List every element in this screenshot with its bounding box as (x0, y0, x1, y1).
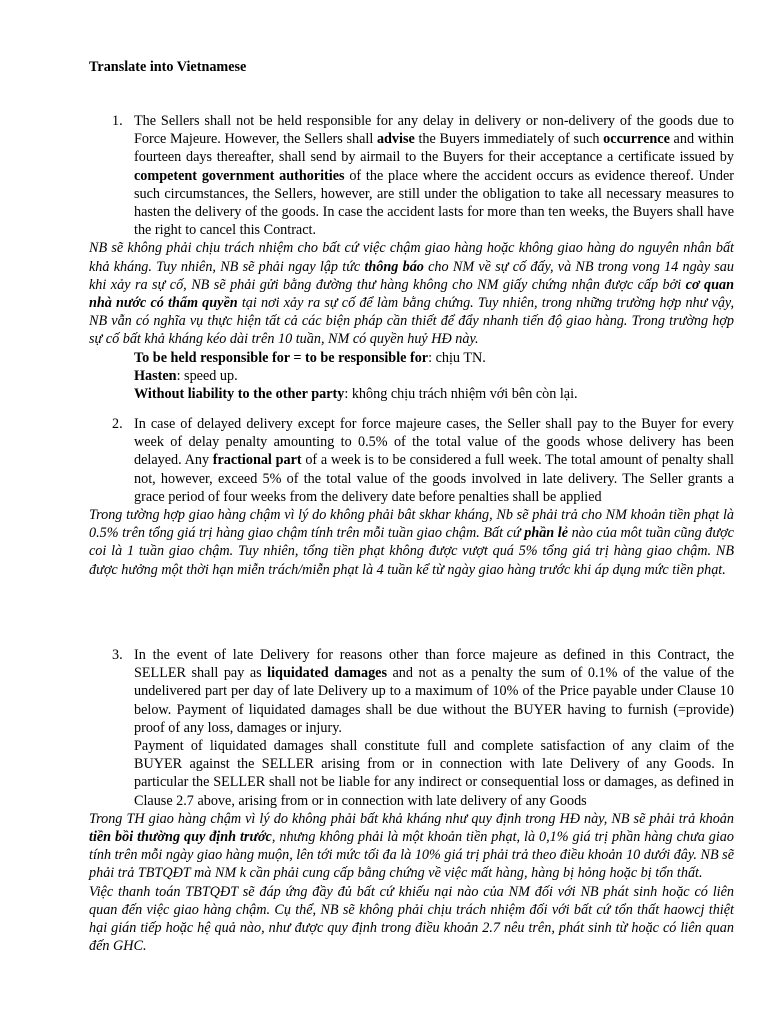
clause-english-text (134, 415, 734, 506)
clause-vietnamese-translation (89, 239, 734, 348)
clause-number: 1. (112, 113, 123, 129)
text-run: Việc thanh toán TBTQĐT sẽ đáp ứng đầy đủ bất cứ khiếu nại nào của NM đối với NB phát sinh hoặc có liên quan đến việc giao hàng chậm. Cụ thể, NB sẽ không phải chịu trách nhiệm đối với bất cứ tổn thất haowcj thiệt hại gián tiếp hoặc hệ quả nào, như được quy định trong điều khoản 2.7 nêu trên, phát sinh từ hoặc có liên quan đến GHC. (89, 883, 734, 955)
bold-term: advise (376, 131, 415, 148)
text-run: of the place where the accident occurs as evidence thereof. Under such circumstances, the Sellers, however, are still under the obligation to take all necessary measures to hasten the delivery of the goods. In case the accident lasts for more than ten weeks, the Buyers shall have the right to cancel this Contract. (134, 167, 734, 239)
text-run: Payment of liquidated damages shall constitute full and complete satisfaction of any claim of the BUYER against the SELLER arising from or in connection with late Delivery of any Goods. In particular the SELLER shall not be liable for any indirect or consequential loss or damages, as defined in Clause 2.7 above, arising from or in connection with late delivery of any Goods (134, 738, 734, 809)
text-run: In the event of late Delivery for reasons other than force majeure as defined in this Contract, the SELLER shall pay as (134, 647, 734, 682)
clause-vietnamese-translation (89, 810, 734, 883)
text-run: Trong tường hợp giao hàng chậm vì lý do không phải bât skhar kháng, Nb sẽ phải trả cho NM khoản tiền phạt là 0.5% trên tổng giá trị hàng giao chậm tính trên mỗi tuần giao chậm. Bất cứ (89, 507, 734, 542)
text-run: NB sẽ không phải chịu trách nhiệm cho bất cứ việc chậm giao hàng hoặc không giao hàng do nguyên nhân bất khả kháng. Tuy nhiên, NB sẽ phải ngay lập tức (89, 240, 734, 275)
text-run: of a week is to be considered a full week. The total amount of penalty shall not, however, exceed 5% of the total value of the goods involved in late delivery. The Seller grants a grace period of four weeks from the delivery date before penalties shall be applied (134, 452, 734, 505)
text-run: , nhưng không phải là một khoản tiền phạt, là 0,1% giá trị phần hàng chưa giao tính trên mỗi ngày giao hàng muộn, lên tới mức tối đa là 10% giá trị phải trả theo điều khoản 10 dưới đây. NB sẽ phải trả TBTQĐT mà NM k cần phải cung cấp bằng chứng về việc mất hàng, hàng bị hỏng hoặc bị tổn thất. (89, 829, 734, 882)
clause-vietnamese-translation (89, 506, 734, 579)
text-run: Trong TH giao hàng chậm vì lý do không phải bất khả kháng như quy định trong HĐ này, NB sẽ phải trả khoản (89, 810, 734, 827)
text-run: cho NM về sự cố đấy, và NB trong vong 14 ngày sau khi xảy ra sự cố, NB sẽ phải gửi bằng đường thư hàng không cho NM giấy chứng nhận được cấp bởi (89, 258, 734, 293)
clause-english-text (134, 646, 734, 737)
bold-term: tiền bồi thường quy định trước (89, 829, 272, 846)
clause-english-text-continued (134, 737, 734, 810)
bold-term: phần lẻ (524, 525, 569, 542)
clause-number: 2. (112, 416, 123, 432)
glossary-line (134, 385, 734, 403)
glossary-line (134, 367, 734, 385)
bold-term: competent government authorities (134, 167, 345, 184)
clause-1 (89, 112, 734, 403)
glossary-line (134, 349, 734, 367)
bold-term: thông báo (364, 258, 424, 275)
text-run: and within fourteen days thereafter, shall send by airmail to the Buyers for their acceptance a certificate issued by (134, 131, 734, 166)
clause-number: 3. (112, 647, 123, 663)
bold-term: fractional part (212, 452, 302, 469)
bold-term: liquidated damages (267, 665, 387, 682)
page-title: Translate into Vietnamese (89, 59, 247, 75)
text-run: The Sellers shall not be held responsible for any delay in delivery or non-delivery of the goods due to Force Majeure. However, the Sellers shall (134, 113, 734, 148)
bold-term: To be held responsible for = to be responsible for (134, 349, 429, 366)
text-run: tại nơi xảy ra sự cố để làm bằng chứng. Tuy nhiên, trong những trường hợp như vậy, NB vẫn có nghĩa vụ thực hiện tất cả các biện pháp cần thiết để đẩy nhanh tiến độ giao hàng. Trong trường hợp sự cố bất khả kháng kéo dài trên 10 tuần, NM có quyền huỷ HĐ này. (89, 295, 734, 348)
clause-2 (89, 415, 734, 579)
bold-term: Hasten (134, 367, 177, 384)
clause-3 (89, 646, 734, 955)
text-run: nào của môt tuần cũng được coi là 1 tuần giao chậm. Tuy nhiên, tổng tiền phạt không được vượt quá 5% tổng giá trị hàng giao chậm. NB được hưởng một thời hạn miễn trách/miễn phạt là 4 tuần kể từ ngày giao hàng trước khi áp dụng mức tiền phạt. (89, 525, 734, 578)
text-run: : chịu TN. (428, 349, 486, 366)
text-run: : speed up. (176, 367, 238, 384)
bold-term: occurrence (603, 131, 670, 148)
text-run: In case of delayed delivery except for force majeure cases, the Seller shall pay to the Buyer for every week of delay penalty amounting to 0.5% of the total value of the goods whose delivery has been delayed. Any (134, 416, 734, 469)
clause-english-text (134, 112, 734, 239)
bold-term: cơ quan nhà nước có thẩm quyền (89, 276, 734, 312)
clause-vietnamese-translation-continued (89, 883, 734, 956)
bold-term: Without liability to the other party (134, 386, 345, 403)
text-run: and not as a penalty the sum of 0.1% of the value of the undelivered part per day of late Delivery up to a maximum of 10% of the Price payable under Clause 10 below. Payment of liquidated damages shall be due without the BUYER having to furnish (=provide) proof of any loss, damages or injury. (134, 665, 735, 736)
text-run: : không chịu trách nhiệm với bên còn lại. (344, 386, 578, 403)
text-run: the Buyers immediately of such (414, 131, 604, 148)
